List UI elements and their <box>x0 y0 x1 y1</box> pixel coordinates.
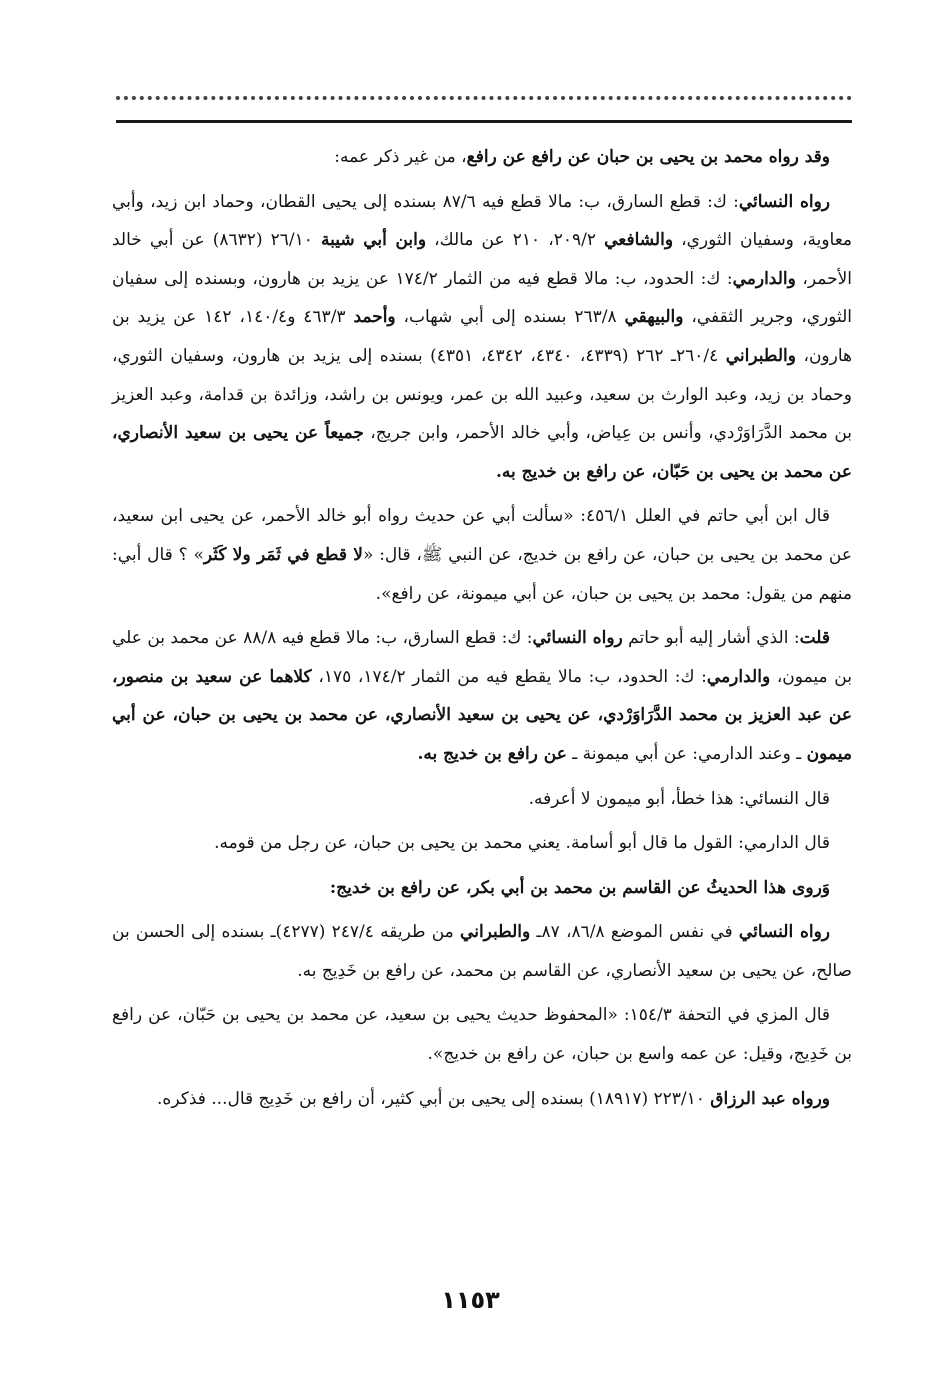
page-body <box>112 138 852 1124</box>
text-segment: » ؟ قال أبي: منهم من يقول: محمد بن يحيى بن حبان، عن أبي ميمونة، عن رافع». <box>112 544 852 604</box>
text-segment: : ك: قطع السارق، ب: مالا قطع فيه ٨٨/٨ عن محمد بن علي بن ميمون، <box>112 628 852 687</box>
text-segment: قال النسائي: هذا خطأ، أبو ميمون لا أعرفه. <box>528 788 830 809</box>
page-number: ١١٥٣ <box>441 1286 500 1314</box>
paragraph <box>112 138 852 177</box>
text-segment: : الذي أشار إليه أبو حاتم <box>622 628 800 649</box>
page-header <box>116 96 852 126</box>
text-segment: قال المزي في التحفة ١٥٤/٣: «المحفوظ حديث يحيى بن سعيد، عن محمد بن يحيى بن حَبّان، عن رافع بن خَدِيج، وقيل: عن عمه واسع بن حبان، عن رافع بن خديج». <box>112 1005 852 1065</box>
bold-text-segment: والطبراني <box>460 922 531 943</box>
text-segment: : ك: الحدود، ب: مالا يقطع فيه من الثمار ١٧٤/٢، ١٧٥، <box>311 666 707 687</box>
paragraph <box>112 1080 852 1119</box>
bold-text-segment: وابن أبي شيبة <box>321 230 427 251</box>
bold-text-segment: عن رافع بن خديج به. <box>417 743 567 764</box>
text-segment: ٢٢٣/١٠ (١٨٩١٧) بسنده إلى يحيى بن أبي كثير، أن رافع بن خَدِيج قال... فذكره. <box>157 1088 711 1109</box>
bold-text-segment: لا قطع في ثَمَر ولا كَثَر <box>203 544 363 565</box>
text-segment: ٢٦٠/٤ـ ٢٦٢ (٤٣٣٩، ٤٣٤٠، ٤٣٤٢، ٤٣٥١) بسنده إلى يزيد بن هارون، وسفيان الثوري، وحماد بن زيد، وعبد الوارث بن سعيد، وعبيد الله بن عمر، ويونس بن راشد، وزائدة بن قدامة، وعبد العزيز بن محمد الدَّرَاوَرْدي، وأنس بن عِياض، وأبي خالد الأحمر، وابن جريج، <box>112 345 853 444</box>
text-segment: : ك: الحدود، ب: مالا قطع فيه من الثمار ١٧٤/٢ عن يزيد بن هارون، وبسنده إلى سفيان الثوري، وجرير الثقفي، <box>112 268 853 328</box>
text-segment: في نفس الموضع ٨٦/٨، ٨٧ـ <box>530 922 739 943</box>
bold-text-segment: والشافعي <box>604 230 674 251</box>
bold-text-segment: كلاهما عن سعيد بن منصور، عن عبد العزيز بن محمد الدَّرَاوَرْدي، عن يحيى بن سعيد الأنصاري، عن محمد بن يحيى بن حبان، عن أبي ميمون <box>112 666 852 764</box>
bold-text-segment: وأحمد <box>353 307 396 328</box>
paragraph <box>112 869 852 908</box>
bold-text-segment: قلت <box>799 628 831 649</box>
header-rule <box>116 120 852 123</box>
bold-text-segment: والبيهقي <box>624 307 684 328</box>
bold-text-segment: رواه النسائي <box>738 922 831 943</box>
bold-text-segment: والدارمي <box>732 268 796 289</box>
text-segment: ٢٦/١٠ (٨٦٣٢) عن أبي خالد الأحمر، <box>112 230 852 289</box>
text-segment: قال ابن أبي حاتم في العلل ٤٥٦/١: «سألت أبي عن حديث رواه أبو خالد الأحمر، عن يحيى ابن سعيد، عن محمد بن يحيى بن حبان، عن رافع بن خديج، عن النبي ﷺ، قال: « <box>112 506 852 565</box>
dotted-rule <box>116 96 852 110</box>
text-segment: ـ وعند الدارمي: عن أبي ميمونة ـ <box>566 743 807 764</box>
bold-text-segment: والدارمي <box>706 666 771 687</box>
bold-text-segment: رواه النسائي <box>532 628 623 649</box>
bold-text-segment: وقد رواه محمد بن يحيى بن حبان عن رافع عن رافع <box>466 147 830 167</box>
paragraph <box>112 780 852 819</box>
text-segment: ، من غير ذكر عمه: <box>334 147 467 167</box>
text-segment: قال الدارمي: القول ما قال أبو أسامة. يعني محمد بن يحيى بن حبان، عن رجل من قومه. <box>214 833 830 854</box>
paragraph <box>112 824 852 863</box>
bold-text-segment: ورواه عبد الرزاق <box>710 1088 830 1109</box>
paragraph <box>112 619 852 773</box>
paragraph <box>112 183 852 492</box>
bold-text-segment: وَروى هذا الحديثُ عن القاسم بن محمد بن أبي بكر، عن رافع بن خديج: <box>329 877 830 898</box>
bold-text-segment: جميعاً عن يحيى بن سعيد الأنصاري، عن محمد بن يحيى بن حَبّان، عن رافع بن خديج به. <box>112 423 852 482</box>
paragraph <box>112 497 852 613</box>
text-segment: ٤٦٣/٣ و١٤٠/٤، ١٤٢ عن يزيد بن هارون، <box>112 307 852 366</box>
bold-text-segment: رواه النسائي <box>738 191 831 212</box>
text-segment: من طريقه ٢٤٧/٤ (٤٢٧٧)ـ بسنده إلى الحسن بن صالح، عن يحيى بن سعيد الأنصاري، عن القاسم بن محمد، عن رافع بن خَدِيج به. <box>112 922 852 981</box>
text-segment: ٢٦٣/٨ بسنده إلى أبي شهاب، <box>395 307 625 328</box>
paragraph <box>112 996 852 1073</box>
text-segment: : ك: قطع السارق، ب: مالا قطع فيه ٨٧/٦ بسنده إلى يحيى القطان، وحماد ابن زيد، وأبي معاوية، وسفيان الثوري، <box>112 191 853 251</box>
bold-text-segment: والطبراني <box>725 345 796 366</box>
paragraph <box>112 913 852 990</box>
text-segment: ٢٠٩/٢، ٢١٠ عن مالك، <box>426 230 605 251</box>
